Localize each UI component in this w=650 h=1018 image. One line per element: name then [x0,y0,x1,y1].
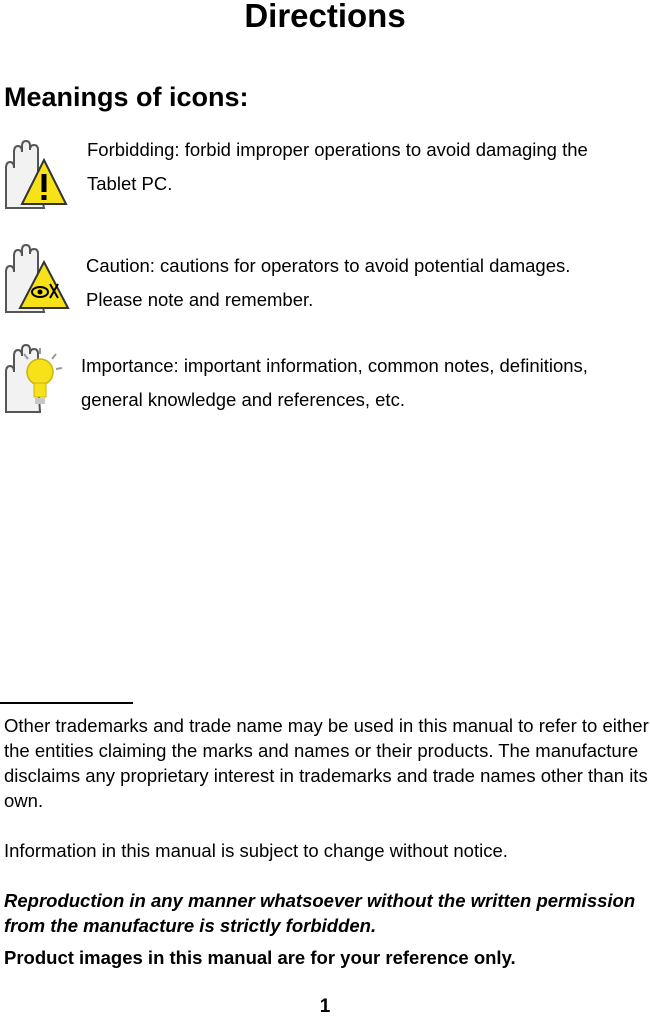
caution-line-1: Caution: cautions for operators to avoid potential damages. [86,255,571,276]
icon-legend-caution [0,242,650,322]
forbidding-line-1: Forbidding: forbid improper operations to avoid damaging the [87,139,588,160]
icon-legend-importance [0,342,650,422]
change-notice: Information in this manual is subject to change without notice. [4,840,508,861]
trademark-notice: Other trademarks and trade name may be used in this manual to refer to either the entities claiming the marks and names or their products. The manufacture disclaims any proprietary interest in trademarks and trade names other than its own. [4,715,649,811]
page-number: 1 [319,996,331,1017]
product-images-notice: Product images in this manual are for your reference only. [4,947,516,968]
caution-line-2: Please note and remember. [86,289,314,310]
icon-legend-forbidding [0,138,650,218]
footnote-divider [0,702,133,704]
page-title: Directions [244,0,406,34]
hand-caution-icon [0,242,72,316]
hand-exclamation-icon [0,138,72,212]
reproduction-notice: Reproduction in any manner whatsoever without the written permission from the manufacture is strictly forbidden. [4,890,636,936]
importance-line-1: Importance: important information, common notes, definitions, [81,355,588,376]
importance-line-2: general knowledge and references, etc. [81,389,405,410]
forbidding-line-2: Tablet PC. [87,173,173,194]
hand-lightbulb-icon [0,342,72,416]
section-title: Meanings of icons: [4,82,249,112]
